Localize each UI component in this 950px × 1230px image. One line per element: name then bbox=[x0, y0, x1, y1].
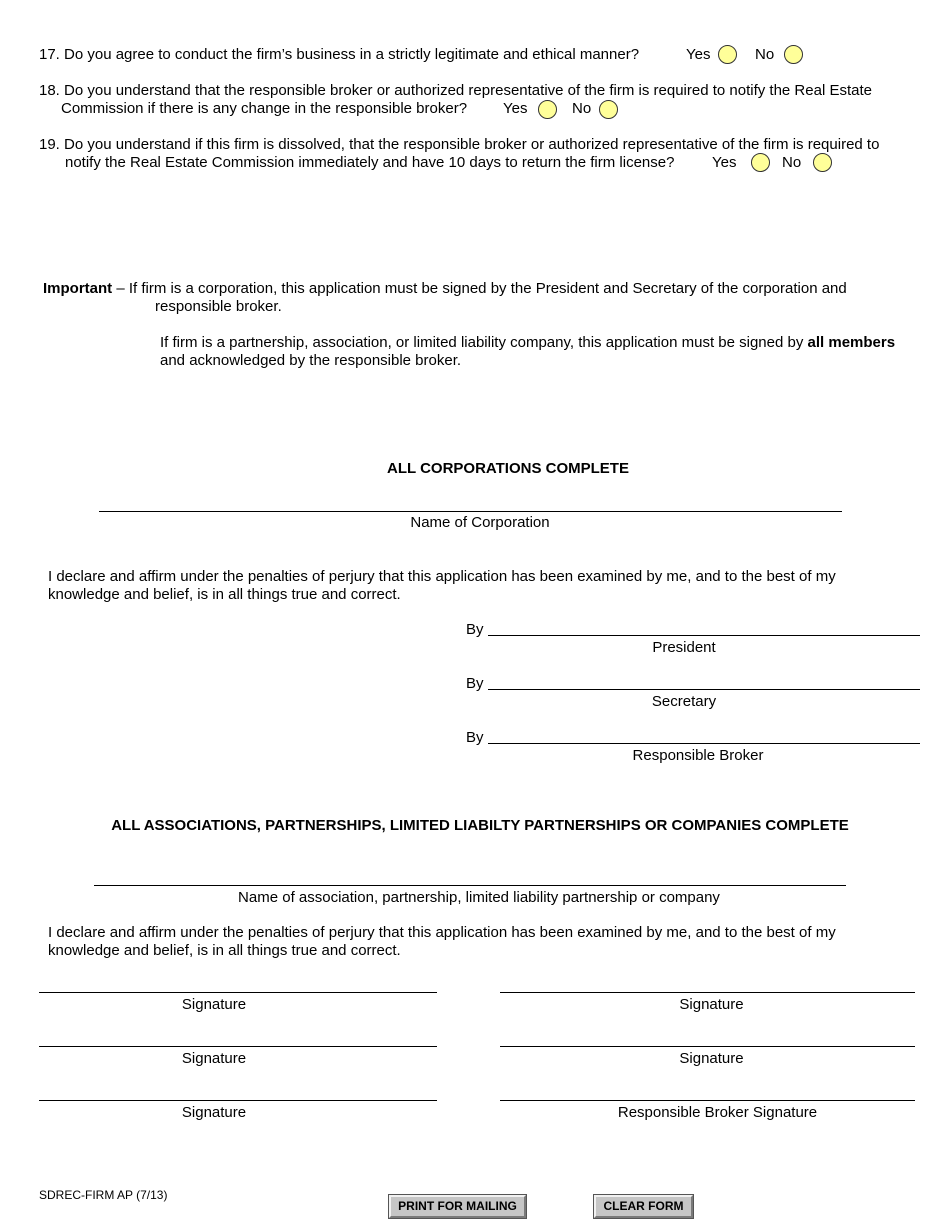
member-signature-line-4[interactable] bbox=[500, 1046, 915, 1047]
by-label-broker: By bbox=[466, 729, 484, 746]
q19-no-label: No bbox=[782, 154, 802, 171]
q17-yes-radio[interactable] bbox=[718, 45, 737, 64]
member-signature-label-2: Signature bbox=[679, 996, 744, 1013]
secretary-label: Secretary bbox=[651, 693, 717, 710]
member-signature-line-5[interactable] bbox=[39, 1100, 437, 1101]
q18-no-radio[interactable] bbox=[599, 100, 618, 119]
clear-form-button[interactable]: CLEAR FORM bbox=[594, 1195, 693, 1218]
important-label: Important bbox=[43, 280, 113, 297]
q17-yes-label: Yes bbox=[686, 46, 711, 63]
association-name-label: Name of association, partnership, limited liability partnership or company bbox=[238, 889, 720, 906]
associations-heading: ALL ASSOCIATIONS, PARTNERSHIPS, LIMITED LIABILTY PARTNERSHIPS OR COMPANIES COMPLETE bbox=[111, 817, 849, 834]
member-signature-label-1: Signature bbox=[181, 996, 247, 1013]
important-line1 bbox=[43, 280, 847, 298]
member-signature-line-2[interactable] bbox=[500, 992, 915, 993]
question-18-line1: 18. Do you understand that the responsible broker or authorized representative of the firm is required to notify the Real Estate bbox=[39, 82, 872, 99]
q19-yes-radio[interactable] bbox=[751, 153, 770, 172]
q19-yes-label: Yes bbox=[712, 154, 737, 171]
corporation-name-line[interactable] bbox=[99, 511, 842, 512]
q18-yes-radio[interactable] bbox=[538, 100, 557, 119]
member-signature-line-3[interactable] bbox=[39, 1046, 437, 1047]
by-label-secretary: By bbox=[466, 675, 484, 692]
q17-no-label: No bbox=[755, 46, 775, 63]
member-signature-label-3: Signature bbox=[181, 1050, 247, 1067]
association-name-line[interactable] bbox=[94, 885, 846, 886]
important-para2-line1 bbox=[160, 334, 895, 352]
q17-no-radio[interactable] bbox=[784, 45, 803, 64]
important-text: – If firm is a corporation, this application must be signed by the President and Secretary of the corporation and bbox=[112, 280, 847, 297]
assoc-declaration-line1: I declare and affirm under the penalties of perjury that this application has been examined by me, and to the best of my bbox=[48, 924, 836, 941]
corp-declaration-line1: I declare and affirm under the penalties of perjury that this application has been examined by me, and to the best of my bbox=[48, 568, 836, 585]
print-for-mailing-button[interactable]: PRINT FOR MAILING bbox=[389, 1195, 526, 1218]
question-19-line2: notify the Real Estate Commission immediately and have 10 days to return the firm license? bbox=[65, 154, 675, 171]
question-17-text: 17. Do you agree to conduct the firm’s business in a strictly legitimate and ethical manner? bbox=[39, 46, 640, 63]
member-signature-label-4: Signature bbox=[679, 1050, 744, 1067]
corp-declaration-line2: knowledge and belief, is in all things true and correct. bbox=[48, 586, 401, 603]
member-signature-line-1[interactable] bbox=[39, 992, 437, 993]
by-label-president: By bbox=[466, 621, 484, 638]
q19-no-radio[interactable] bbox=[813, 153, 832, 172]
secretary-signature-line[interactable] bbox=[488, 689, 920, 690]
important-line2: responsible broker. bbox=[155, 298, 282, 315]
q18-no-label: No bbox=[572, 100, 592, 117]
assoc-declaration-line2: knowledge and belief, is in all things true and correct. bbox=[48, 942, 401, 959]
q18-yes-label: Yes bbox=[503, 100, 528, 117]
president-label: President bbox=[652, 639, 716, 656]
important-all-members: all members bbox=[807, 334, 896, 351]
president-signature-line[interactable] bbox=[488, 635, 920, 636]
responsible-broker-label: Responsible Broker bbox=[632, 747, 764, 764]
form-code: SDREC-FIRM AP (7/13) bbox=[39, 1188, 168, 1202]
responsible-broker-signature-label: Responsible Broker Signature bbox=[617, 1104, 818, 1121]
broker-signature-line[interactable] bbox=[500, 1100, 915, 1101]
corporations-heading: ALL CORPORATIONS COMPLETE bbox=[387, 460, 629, 477]
responsible-broker-signature-line[interactable] bbox=[488, 743, 920, 744]
important-para2-text: If firm is a partnership, association, or limited liability company, this application must be signed by bbox=[160, 334, 808, 351]
member-signature-label-5: Signature bbox=[181, 1104, 247, 1121]
corporation-name-label: Name of Corporation bbox=[410, 514, 550, 531]
question-19-line1: 19. Do you understand if this firm is dissolved, that the responsible broker or authorized representative of the firm is required to bbox=[39, 136, 880, 153]
important-para2-line2: and acknowledged by the responsible broker. bbox=[160, 352, 462, 369]
question-18-line2: Commission if there is any change in the responsible broker? bbox=[61, 100, 468, 117]
